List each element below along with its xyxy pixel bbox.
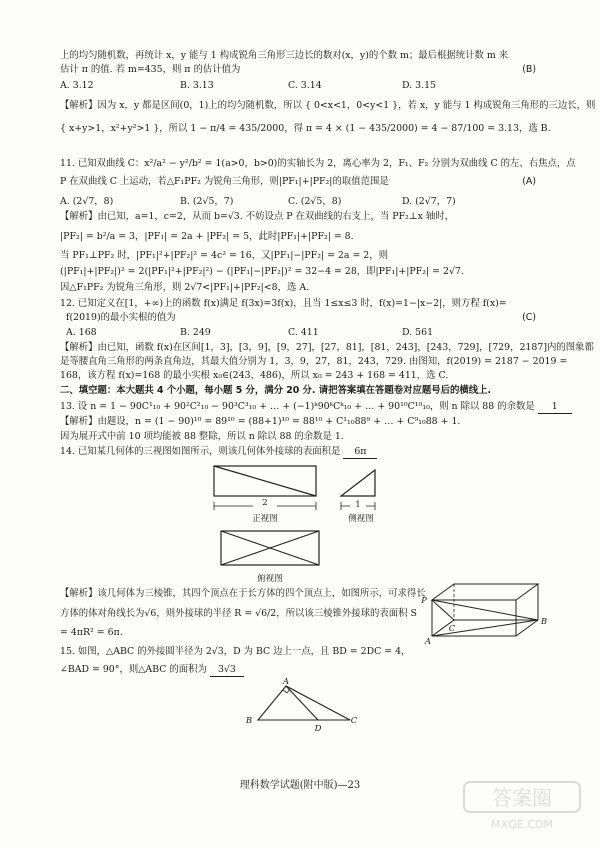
q10-solution-line1: 【解析】因为 x，y 都是区间(0，1)上的均匀随机数，所以 { 0<x<1，0<y<1 }，若 x，y 能与 1 构成锐角三角形的三边长，则 [60, 100, 596, 111]
q12-solution-line3: 168，该方程 f(x)=168 的最小实根 x₀∈(243，486)，所以 x₀ = 243 + 168 = 411，选 C. [60, 370, 449, 381]
front-view-dimension: 2 [253, 498, 277, 508]
option-a: A. (2√7，8) [60, 196, 114, 207]
q13-solution-line2: 因为展开式中前 10 项均能被 88 整除，所以 n 除以 88 的余数是 1. [60, 431, 344, 442]
option-c: C. 3.14 [288, 80, 322, 91]
q11-solution-line3: 当 PF₁⊥PF₂ 时，|PF₁|²+|PF₂|² = 4c² = 16，又|PF₁|−|PF₂| = 2a = 2，则 [60, 250, 389, 261]
option-b: B. 3.13 [180, 80, 214, 91]
page-footer: 理科数学试题(附中版)—23 [239, 780, 361, 791]
option-c: C. (2√5，8) [288, 196, 342, 207]
option-d: D. (2√7，7) [402, 196, 456, 207]
q14-solution-line1: 【解析】该几何体为三棱锥，其四个顶点在于长方体的四个顶点上，如图所示，可求得长 [60, 588, 426, 599]
q10-stem-line2: 估计 π 的值. 若 m=435，则 π 的估计值为 [60, 64, 241, 75]
q10-solution-line2: { x+y>1，x²+y²>1 }，所以 1 − π/4 = 435/2000，得 π = 4 × (1 − 435/2000) = 4 − 87/100 = 3.13，选 B. [60, 123, 551, 134]
top-view-figure [218, 528, 322, 568]
q12-stem-line1: 12. 已知定义在[1，+∞)上的函数 f(x)满足 f(3x)=3f(x)，且当 1≤x≤3 时，f(x)=1−|x−2|，则方程 f(x)= [60, 298, 507, 309]
q11-solution-line5: 因△F₁PF₂ 为锐角三角形，则 2√7<|PF₁|+|PF₂|<8，选 A. [60, 282, 310, 293]
q14-solution-line2: 方体的体对角线长为√6，则外接球的半径 R = √6/2，所以该三棱锥外接球的表面积 S [60, 608, 417, 619]
svg-text:MXQE.COM: MXQE.COM [491, 818, 553, 831]
q12-answer: (C) [522, 312, 536, 323]
q12-options [60, 327, 530, 339]
cuboid-label-a: A [424, 637, 432, 647]
option-b: B. (2√5，7) [180, 196, 234, 207]
q13-answer-blank: 1 [538, 401, 572, 414]
cuboid-label-p: P [421, 596, 427, 606]
triangle-label-a: A [282, 677, 290, 687]
q14-stem-text: 14. 已知某几何体的三视图如图所示，则该几何体外接球的表面积是 [60, 446, 341, 457]
cuboid-figure [424, 578, 548, 648]
front-view-caption: 正视图 [252, 514, 278, 524]
q15-stem-text: ∠BAD = 90°，则△ABC 的面积为 [60, 664, 207, 675]
option-c: C. 411 [288, 327, 319, 338]
q14-stem [60, 446, 538, 459]
q15-stem-line2 [60, 664, 538, 677]
q12-stem-line2: f(2019)的最小实根的值为 [66, 312, 176, 323]
q10-stem-line1: 上的均匀随机数，再统计 x，y 能与 1 构成锐角三角形三边长的数对(x，y)的个数 m；最后根据统计数 m 来 [60, 50, 509, 61]
q10-answer: (B) [522, 64, 536, 75]
q11-solution-line4: (|PF₁|+|PF₂|)² = 2(|PF₁|²+|PF₂|²) − (|PF₁|−|PF₂|)² = 32−4 = 28，即|PF₁|+|PF₂| = 2√7. [60, 266, 464, 277]
q13-stem-text: 13. 设 n = 1 − 90C¹₁₀ + 90²C²₁₀ − 90³C³₁₀ + … + (−1)ᵏ90ᵏCᵏ₁₀ + … + 90¹⁰C¹⁰₁₀，则 n 除以 88 的余数是 [60, 401, 535, 412]
cuboid-label-c: C [448, 624, 456, 634]
triangle-label-c: C [350, 716, 358, 726]
q11-options [60, 193, 530, 205]
q13-stem [60, 401, 558, 414]
triangle-label-b: B [245, 716, 253, 726]
q15-answer-blank: 3√3 [210, 664, 244, 677]
top-view-caption: 俯视图 [257, 574, 283, 584]
q13-solution-line1: 【解析】由题设，n = (1 − 90)¹⁰ = 89¹⁰ = (88+1)¹⁰ = 88¹⁰ + C¹₁₀88⁹ + … + C⁹₁₀88 + 1. [60, 416, 461, 427]
q11-stem-line1: 11. 已知双曲线 C：x²/a² − y²/b² = 1(a>0，b>0)的实轴长为 2，离心率为 2，F₁、F₂ 分别为双曲线 C 的左、右焦点，点 [60, 158, 576, 169]
q12-solution-line1: 【解析】由已知，函数 f(x)在区间[1，3]，[3，9]，[9，27]，[27，81]，[81，243]，[243，729]，[729，2187]内的图象都 [60, 342, 594, 353]
option-d: D. 561 [402, 327, 434, 338]
option-d: D. 3.15 [402, 80, 437, 91]
triangle-figure [250, 680, 360, 730]
q10-options [60, 80, 530, 92]
svg-text:答案圈: 答案圈 [492, 786, 552, 810]
q11-solution-line1: 【解析】由已知，a=1，c=2，从而 b=√3. 不妨设点 P 在双曲线的右支上，当 PF₂⊥x 轴时， [60, 211, 454, 222]
side-view-dimension: 1 [350, 500, 366, 510]
q14-answer-blank: 6π [343, 446, 377, 459]
q11-answer: (A) [522, 176, 536, 187]
q12-solution-line2: 是等腰直角三角形的两条直角边，其最大值分别为 1，3，9，27，81，243，729. 由图知，f(2019) = 2187 − 2019 = [60, 356, 568, 367]
option-a: A. 168 [66, 327, 97, 338]
triangle-label-d: D [314, 724, 322, 734]
q11-solution-line2: |PF₂| = b²/a = 3，|PF₁| = 2a + |PF₂| = 5，此时|PF₁|+|PF₂| = 8. [60, 231, 354, 242]
cuboid-label-b: B [540, 617, 548, 627]
q15-stem-line1: 15. 如图，△ABC 的外接圆半径为 2√3，D 为 BC 边上一点，且 BD = 2DC = 4， [60, 646, 411, 657]
q14-solution-line3: = 4πR² = 6π. [60, 627, 123, 638]
section-fill-in-title: 二、填空题：本大题共 4 个小题，每小题 5 分，满分 20 分. 请把答案填在答题卷对应题号后的横线上. [60, 385, 492, 396]
q11-stem-line2: P 在双曲线 C 上运动，若△F₁PF₂ 为锐角三角形，则|PF₁|+|PF₂|的取值范围是 [60, 176, 389, 187]
side-view-caption: 侧视图 [348, 514, 374, 524]
watermark-logo [462, 778, 582, 834]
option-a: A. 3.12 [60, 80, 94, 91]
option-b: B. 249 [180, 327, 211, 338]
